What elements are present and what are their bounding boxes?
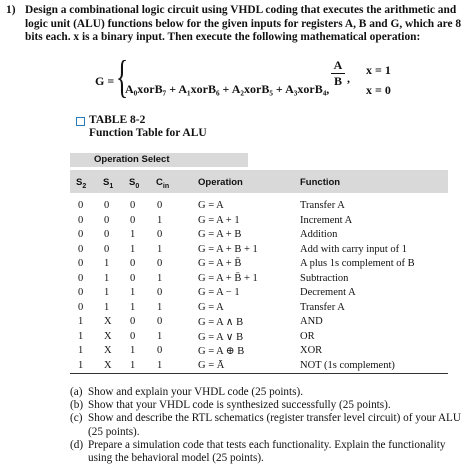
fraction-numerator: A [333, 58, 343, 72]
table-cell-s0: 1 [130, 229, 136, 240]
table-cell-op: G = Ā [198, 359, 225, 371]
table-cell-fn: OR [300, 330, 315, 342]
table-cell-s0: 1 [130, 359, 136, 371]
table-cell-s1: 1 [104, 258, 110, 269]
table-cell-s0: 0 [130, 258, 136, 269]
table-cell-fn: AND [300, 316, 323, 327]
table-cell-s1: X [104, 345, 112, 356]
part-label: (c) [70, 412, 83, 425]
table-cell-s2: 0 [78, 214, 84, 226]
table-cell-fn: Increment A [300, 214, 353, 226]
table-title: TABLE 8-2 [89, 114, 146, 126]
table-cell-s0: 1 [130, 345, 136, 356]
case1-condition: x = 1 [366, 63, 391, 77]
part-item [70, 399, 470, 412]
table-cell-op: G = A + B̄ + 1 [198, 272, 258, 284]
question-number: 1) [6, 4, 16, 16]
table-cell-s0: 1 [130, 243, 136, 255]
table-cell-s1: 1 [104, 272, 110, 284]
header-s0: $S_0$ [129, 177, 140, 190]
operation-select-header: Operation Select [70, 153, 248, 167]
table-cell-s1: X [104, 316, 112, 327]
table-cell-cin: 0 [157, 258, 163, 269]
table-cell-op: G = A ∧ B [198, 317, 244, 328]
table-cell-cin: 0 [157, 287, 163, 298]
table-cell-s1: 0 [104, 243, 110, 255]
table-cell-s0: 0 [130, 330, 136, 342]
table-cell-op: G = A ⊕ B [198, 346, 245, 357]
table-cell-fn: Transfer A [300, 200, 345, 211]
question-text: Design a combinational logic circuit using VHDL coding that executes the arithmetic and logic unit (ALU) functions below for the given inputs for registers A, B and G, which are 8 bits each. x is a binary input. Then execute the following mathematical operation: [25, 4, 462, 44]
table-cell-fn: A plus 1s complement of B [300, 258, 415, 269]
table-cell-fn: Decrement A [300, 287, 356, 298]
part-label: (b) [70, 399, 84, 412]
table-cell-cin: 1 [157, 214, 163, 226]
part-label: (d) [70, 438, 84, 451]
part-text: Show and explain your VHDL code (25 points). [88, 386, 304, 398]
table-cell-fn: Transfer A [300, 301, 345, 313]
table-bottom-rule [70, 373, 448, 374]
part-item [70, 386, 470, 399]
table-cell-s2: 0 [78, 258, 84, 269]
table-cell-s1: 1 [104, 301, 110, 313]
table-cell-s2: 1 [78, 359, 84, 371]
header-function: Function [300, 177, 341, 188]
table-cell-s0: 0 [130, 200, 136, 211]
table-cell-s2: 1 [78, 330, 84, 342]
table-cell-fn: Addition [300, 229, 338, 240]
part-text: Prepare a simulation code that tests each functionality. Explain the functionality using the behavioral model (25 points). [88, 438, 446, 465]
table-cell-cin: 0 [157, 200, 163, 211]
table-cell-op: G = A [198, 301, 224, 313]
fraction-denominator: B [333, 74, 342, 88]
table-header-row [70, 170, 448, 193]
table-cell-s0: 0 [130, 272, 136, 284]
part-text: Show that your VHDL code is synthesized successfully (25 points). [88, 399, 391, 412]
caption-square-icon [76, 117, 85, 126]
equation [0, 51, 474, 102]
table-cell-s1: 0 [104, 214, 110, 226]
table-cell-s2: 0 [78, 272, 84, 284]
table-cell-fn: XOR [300, 345, 323, 356]
table-cell-cin: 0 [157, 345, 163, 356]
table-cell-cin: 1 [157, 243, 163, 255]
table-cell-s2: 0 [78, 243, 84, 255]
table-cell-op: G = A + B + 1 [198, 243, 258, 255]
case2-condition: x = 0 [366, 83, 391, 97]
table-cell-s0: 0 [130, 214, 136, 226]
left-brace: { [116, 51, 129, 102]
table-cell-s2: 0 [78, 301, 84, 313]
alu-function-table [66, 150, 448, 375]
part-text: Show and describe the RTL schematics (register transfer level circuit) of your ALU (25 points). [88, 412, 461, 438]
header-s2: $S_2$ [76, 177, 87, 190]
table-cell-s1: X [104, 359, 112, 371]
table-cell-op: G = A − 1 [198, 287, 240, 298]
table-cell-cin: 1 [157, 359, 163, 371]
table-cell-fn: Add with carry input of 1 [300, 243, 408, 255]
table-cell-op: G = A ∨ B [198, 331, 244, 343]
table-cell-s2: 0 [78, 287, 84, 298]
part-item [70, 412, 470, 438]
fraction-comma: , [347, 71, 350, 85]
table-cell-fn: Subtraction [300, 272, 349, 284]
table-cell-s1: 0 [104, 229, 110, 240]
fraction [330, 59, 346, 88]
header-cin: $C_{in}$ [156, 177, 170, 190]
parts-list [70, 386, 470, 465]
table-cell-s2: 1 [78, 345, 84, 356]
table-cell-s2: 0 [78, 229, 84, 240]
table-cell-s0: 1 [130, 301, 136, 313]
table-cell-op: G = A + B̄ [198, 258, 242, 269]
part-item [70, 439, 470, 465]
table-cell-op: G = A + B [198, 229, 242, 240]
table-cell-s2: 1 [78, 316, 84, 327]
part-label: (a) [70, 386, 83, 398]
header-operation: Operation [198, 177, 243, 188]
equation-lhs: G = [95, 74, 115, 88]
table-cell-s1: 0 [104, 200, 110, 211]
table-cell-s1: 1 [104, 287, 110, 298]
table-cell-s2: 0 [78, 200, 84, 211]
table-subtitle: Function Table for ALU [89, 127, 207, 139]
table-cell-s1: X [104, 330, 112, 342]
table-cell-op: G = A [198, 200, 224, 211]
table-cell-cin: 0 [157, 229, 163, 240]
case2-expression: A₀xorB₇ + A₁xorB₆ + A₂xorB₅ + A₃xorB₄, [125, 82, 330, 96]
table-cell-cin: 0 [157, 316, 163, 327]
question-block [6, 4, 468, 45]
header-s1: $S_1$ [103, 177, 114, 190]
table-cell-s0: 1 [130, 287, 136, 298]
table-cell-cin: 1 [157, 272, 163, 284]
table-cell-op: G = A + 1 [198, 214, 240, 226]
table-cell-cin: 1 [157, 330, 163, 342]
table-cell-fn: NOT (1s complement) [300, 359, 395, 371]
table-cell-cin: 1 [157, 301, 163, 313]
table-cell-s0: 0 [130, 316, 136, 327]
table-row [70, 358, 448, 374]
